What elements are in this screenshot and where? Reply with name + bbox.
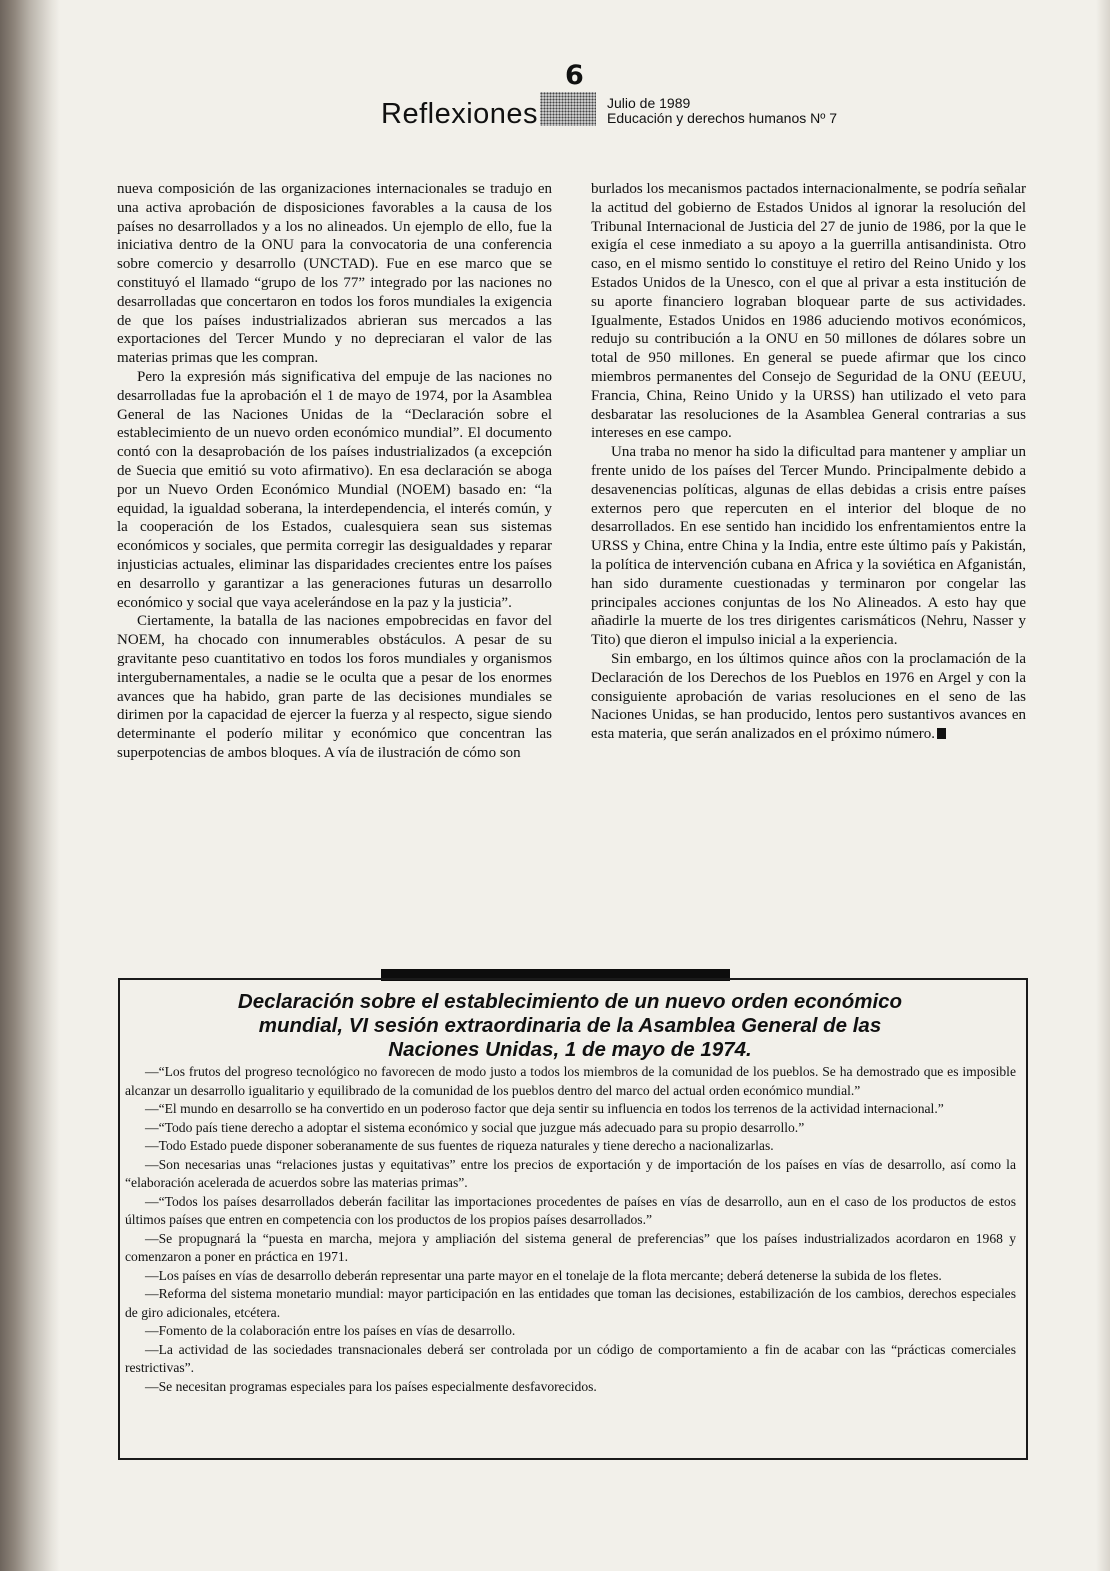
inset-item: —“El mundo en desarrollo se ha convertido en un poderoso factor que deja sentir su influencia en todos los terrenos de la actividad internacional.” — [145, 1101, 944, 1116]
inset-item: —Reforma del sistema monetario mundial: mayor participación en las entidades que toman las decisiones, estabilización de los cambios, derechos especiales de giro adicionales, etcétera. — [125, 1286, 1016, 1320]
paragraph: Pero la expresión más significativa del empuje de las naciones no desarrolladas fue la aprobación el 1 de mayo de 1974, por la Asamblea General de las Naciones Unidas de la “Declaración sobre el establecimiento de un nuevo orden económico mundial”. El documento contó con la desaprobación de los países industrializados (a excepción de Suecia que emitió su voto afirmativo). En esa declaración se aboga por un Nuevo Orden Económico Mundial (NOEM) basado en: “la equidad, la igualdad soberana, la interdependencia, el interés común, y la cooperación de los Estados, cualesquiera sean sus sistemas económicos y sociales, que permita corregir las desigualdades y reparar injusticias actuales, eliminar las disparidades crecientes entre los países en desarrollo y garantizar a las generaciones futuras un desarrollo económico y social que vaya acelerándose en la paz y la justicia”. — [117, 368, 552, 611]
inset-item: —“Los frutos del progreso tecnológico no favorecen de modo justo a todos los miembros de la comunidad de los pueblos. Se ha demostrado que es imposible alcanzar un desarrollo igualitario y equilibrado de la comunidad de los pueblos dentro del marco del actual orden económico mundial.” — [125, 1064, 1016, 1098]
article-column-left — [117, 180, 552, 763]
inset-item: —La actividad de las sociedades transnacionales deberá ser controlada por un código de comportamiento a fin de acabar con las “prácticas comerciales restrictivas”. — [125, 1341, 1016, 1375]
inset-item: —Los países en vías de desarrollo deberán representar una parte mayor en el tonelaje de la flota mercante; deberá detenerse la subida de los fletes. — [145, 1267, 942, 1283]
paragraph: burlados los mecanismos pactados internacionalmente, se podría señalar la actitud del gobierno de Estados Unidos al ignorar la resolución del Tribunal Internacional de Justicia del 27 de junio de 1986, por la que le exigía el cese inmediato a su apoyo a la guerrilla antisandinista. Otro caso, en el mismo sentido lo constituye el retiro del Reino Unido y los Estados Unidos de la Unesco, con el que al privar a esta institución de su aporte financiero lograban bloquear parte de sus actividades. Igualmente, Estados Unidos en 1986 aduciendo motivos económicos, redujo su contribución a la ONU en 50 millones de dólares sobre un total de 950 millones. En general se puede afirmar que los cinco miembros permanentes del Consejo de Seguridad de la ONU (EEUU, Francia, China, Reino Unido y la URSS) han utilizado el veto para desbaratar las resoluciones de la Asamblea General contrarias a sus intereses en ese campo. — [591, 181, 1026, 442]
paragraph: nueva composición de las organizaciones internacionales se tradujo en una activa aprobación de disposiciones favorables a la causa de los países no desarrollados y a los no alineados. Un ejemplo de ello, fue la iniciativa dentro de la ONU para la convocatoria de una conferencia sobre comercio y desarrollo (UNCTAD). Fue en ese marco que se constituyó el llamado “grupo de los 77” integrado por las naciones no desarrolladas que concertaron en todos los foros mundiales la exigencia de que los países industrializados abrieran sus mercados a las exportaciones del Tercer Mundo y no depreciaran el valor de las materias primas que les compran. — [117, 181, 552, 367]
publication-name: Educación y derechos humanos Nº 7 — [607, 110, 838, 126]
paragraph: Una traba no menor ha sido la dificultad para mantener y ampliar un frente unido de los países del Tercer Mundo. Principalmente debido a desavenencias políticas, algunas de ellas debidas a crisis entre países externos pero que repercuten en el interior del bloque de no desarrollados. En ese sentido han incidido los enfrentamientos entre la URSS y China, entre China y la India, entre este último país y Pakistán, la política de intervención cubana en Africa y la soviética en Afganistán, han sido duramente cuestionadas y terminaron por congelar las principales acciones conjuntas de los No Alineados. A esto hay que añadirle la muerte de los tres dirigentes carismáticos (Nehru, Nasser y Tito) que dieron el impulso inicial a la experiencia. — [591, 444, 1026, 649]
paragraph-final — [591, 650, 1026, 744]
inset-title-line: mundial, VI sesión extraordinaria de la Asamblea General de las — [258, 1014, 882, 1037]
page-edge — [1096, 0, 1110, 1571]
paragraph: Ciertamente, la batalla de las naciones empobrecidas en favor del NOEM, ha chocado con innumerables obstáculos. A pesar de su gravitante peso cuantitativo en todos los foros mundiales y organismos intergubernamentales, a nadie se le oculta que a pesar de los enormes avances que ha habido, gran parte de las decisiones mundiales se dirimen por la capacidad de ejercer la fuerza y al respecto, sigue siendo determinante el poderío militar y económico que concentran las superpotencias de ambos bloques. A vía de ilustración de cómo son — [117, 613, 552, 761]
inset-item: —Se propugnará la “puesta en marcha, mejora y ampliación del sistema general de preferencias” que los países industrializados acordaron en 1968 y comenzaron a poner en práctica en 1971. — [125, 1230, 1016, 1264]
article-column-right — [591, 180, 1026, 744]
binding-shadow — [0, 0, 60, 1571]
end-of-article-mark — [937, 728, 946, 739]
issue-date: Julio de 1989 — [607, 95, 691, 111]
page-number: 6 — [565, 60, 584, 91]
inset-title-line: Declaración sobre el establecimiento de un nuevo orden económico — [237, 990, 903, 1013]
inset-item: —Se necesitan programas especiales para los países especialmente desfavorecidos. — [145, 1378, 597, 1394]
halftone-block — [540, 92, 596, 126]
inset-item: —Todo Estado puede disponer soberanamente de sus fuentes de riqueza naturales y tiene derecho a nacionalizarlas. — [145, 1138, 774, 1153]
inset-title — [150, 990, 990, 1062]
section-title: Reflexiones — [381, 98, 539, 130]
inset-item: —“Todos los países desarrollados deberán facilitar las importaciones procedentes de países en vías de desarrollo, aun en el caso de los productos de estos últimos países que entren en competencia con los productos de los propios países desarrollados.” — [125, 1193, 1016, 1227]
inset-title-line: Naciones Unidas, 1 de mayo de 1974. — [388, 1038, 752, 1061]
inset-item: —Son necesarias unas “relaciones justas y equitativas” entre los precios de exportación y de importación de los países en vías de desarrollo, así como la “elaboración acelerada de acuerdos sobre las materias primas”. — [125, 1156, 1016, 1190]
inset-item: —Fomento de la colaboración entre los países en vías de desarrollo. — [145, 1323, 516, 1338]
paragraph-text: Sin embargo, en los últimos quince años con la proclamación de la Declaración de los Derechos de los Pueblos en 1976 en Argel y con la consiguiente aprobación de varias resoluciones en el seno de las Naciones Unidas, se han producido, lentos pero sustantivos avances en esta materia, que serán analizados en el próximo número. — [591, 650, 1026, 743]
inset-list — [125, 1063, 1016, 1396]
inset-item: —“Todo país tiene derecho a adoptar el sistema económico y social que juzgue más adecuado para su propio desarrollo.” — [145, 1119, 805, 1135]
